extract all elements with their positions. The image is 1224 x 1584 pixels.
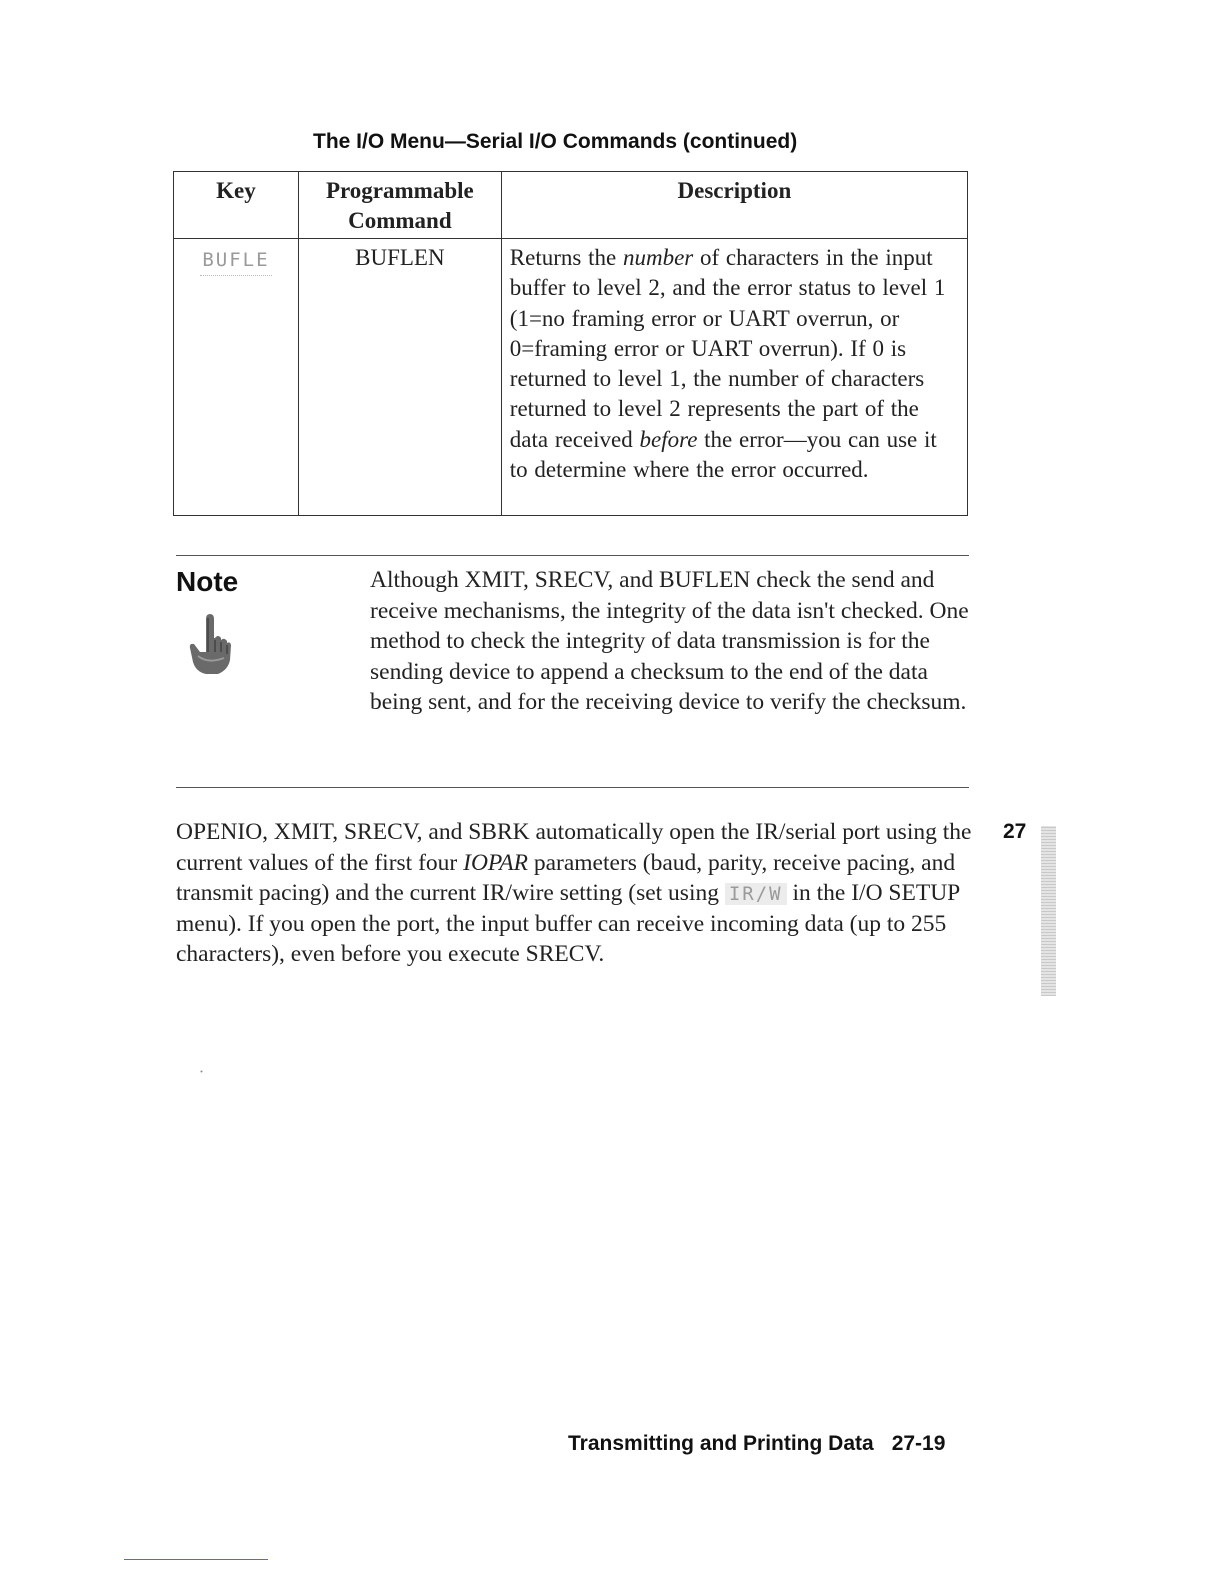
footer-rule: [124, 1559, 268, 1560]
body-emphasis-iopar: IOPAR: [463, 849, 528, 876]
note-text: Although XMIT, SRECV, and BUFLEN check the send and receive mechanisms, the integrity of the data isn't checked. One method to check the integrity of data transmission is for the sending device to append a checksum to the end of the data being sent, and for the receiving device to verify the checksum.: [370, 567, 969, 715]
note-divider-bottom: [176, 787, 969, 788]
body-text-2: parameters (baud, parity, receive pacing, and transmit pacing) and the current IR/wire setting (set using: [176, 849, 956, 906]
table-header-row: [174, 172, 968, 239]
footer-page-number: 27-19: [891, 1432, 946, 1455]
note-divider-top: [176, 555, 969, 556]
key-cell: [174, 239, 299, 516]
body-text-3: in the I/O SETUP menu). If you open the port, the input buffer can receive incoming data (up to 255 characters), even before you execute SRECV.: [176, 880, 960, 967]
table-row: [174, 239, 968, 516]
header-command-line1: Programmable: [325, 178, 474, 203]
body-text-1: OPENIO, XMIT, SRECV, and SBRK automatically open the IR/serial port using the current values of the first four: [176, 819, 972, 876]
note-label: Note: [176, 566, 239, 597]
desc-emphasis-number: number: [622, 245, 694, 270]
header-key: Key: [174, 172, 299, 239]
pointing-hand-icon: [188, 612, 232, 676]
header-description: Description: [501, 172, 967, 239]
header-command-line2: Command: [348, 208, 452, 233]
header-command: [298, 172, 501, 239]
footer-title: Transmitting and Printing Data: [568, 1432, 874, 1455]
page-footer: [568, 1432, 945, 1456]
description-cell: [501, 239, 967, 516]
scan-speck: [200, 1070, 203, 1073]
softkey-label: BUFLE: [200, 245, 271, 276]
chapter-tab-marker: [1041, 826, 1056, 996]
body-paragraph: [176, 817, 976, 970]
command-cell: BUFLEN: [298, 239, 501, 516]
commands-table: [173, 171, 968, 516]
desc-text-3: the error—you can use it to determine where the error occurred.: [509, 426, 937, 483]
chapter-number: 27: [1003, 820, 1027, 843]
desc-text-1: Returns the: [509, 245, 623, 270]
softkey-ir-w: IR/W: [725, 883, 787, 905]
table-title: The I/O Menu—Serial I/O Commands (continued): [313, 130, 798, 153]
desc-emphasis-before: before: [639, 426, 698, 452]
desc-text-2: of characters in the input buffer to level 2, and the error status to level 1 (1=no framing error or UART overrun, or 0=framing error or UART overrun). If 0 is returned to level 1, the number of characters returned to level 2 represents the part of the data received: [509, 245, 946, 452]
